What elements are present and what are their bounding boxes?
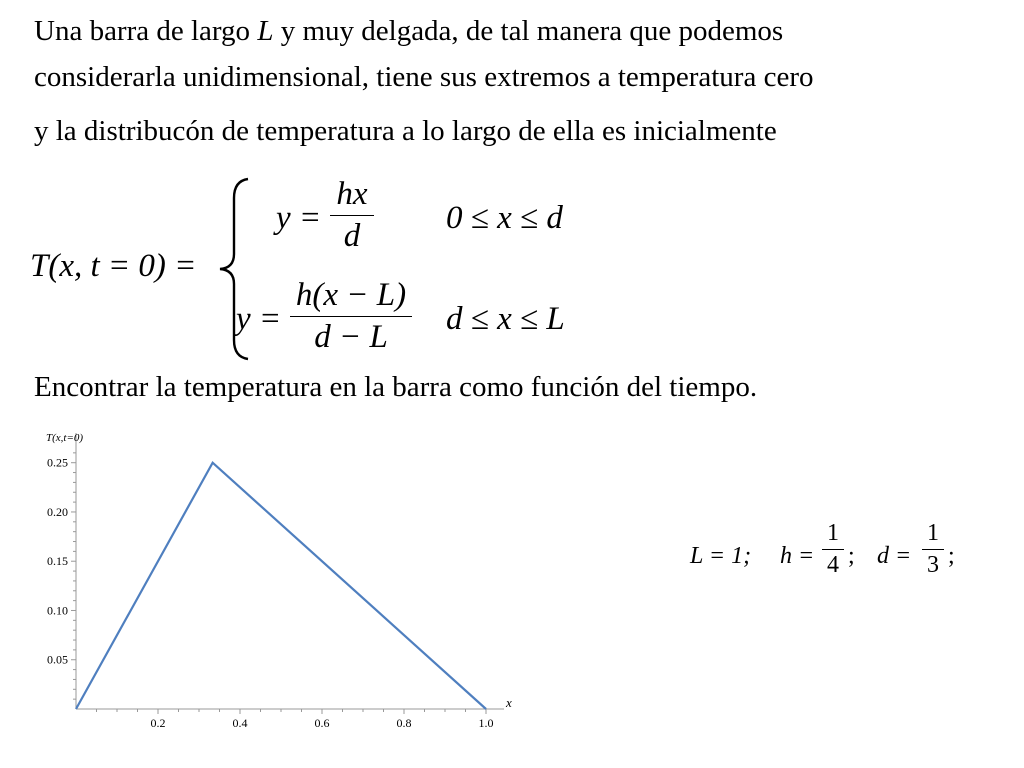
initial-temperature-chart (30, 428, 530, 740)
equation-lhs: T(x, t = 0) = (30, 248, 197, 284)
case2-fraction (290, 277, 412, 356)
variable-L: L (257, 15, 274, 47)
case1-numerator: hx (336, 176, 368, 212)
param-d-semicolon: ; (948, 543, 955, 569)
case2-condition: d ≤ x ≤ L (446, 301, 565, 337)
y-tick-label: 0.15 (47, 554, 68, 569)
param-h-lhs: h = (780, 543, 815, 569)
param-h-denominator: 4 (827, 552, 839, 578)
param-h-fraction (822, 520, 844, 579)
intro-line-3: y la distribucón de temperatura a lo largo de ella es inicialmente (34, 115, 777, 147)
case1-condition: 0 ≤ x ≤ d (446, 200, 563, 236)
case2-denominator: d − L (314, 319, 388, 355)
y-tick-label: 0.25 (47, 455, 68, 470)
param-h-semicolon: ; (848, 543, 855, 569)
param-d-lhs: d = (877, 543, 912, 569)
intro-line-1 (34, 16, 1014, 62)
x-tick-label: 0.2 (150, 716, 166, 730)
intro-text-1a: Una barra de largo (34, 15, 258, 47)
case2-numerator: h(x − L) (295, 277, 407, 313)
case1-denominator: d (343, 218, 361, 254)
case2-y: y = (236, 301, 282, 337)
x-tick-label: 0.6 (314, 716, 330, 730)
x-tick-label: 1.0 (478, 716, 494, 730)
param-d-fraction-bar (922, 549, 944, 550)
param-d-numerator: 1 (927, 520, 939, 546)
intro-text-1b: y muy delgada, de tal manera que podemos (273, 15, 784, 47)
y-tick-label: 0.10 (47, 603, 68, 618)
case1-fraction-bar (330, 215, 374, 216)
intro-paragraph (34, 16, 1014, 148)
param-d-fraction (922, 520, 944, 579)
case1-y: y = (276, 200, 322, 236)
x-tick-label: 0.8 (396, 716, 412, 730)
x-axis-label: x (506, 695, 512, 710)
param-L: L = 1; (690, 543, 752, 569)
param-d-denominator: 3 (927, 552, 939, 578)
case2-fraction-bar (290, 316, 412, 317)
intro-line-2: considerarla unidimensional, tiene sus extremos a temperatura cero (34, 61, 814, 93)
x-tick-label: 0.4 (232, 716, 248, 730)
y-axis-label: T(x,t=0) (46, 432, 84, 444)
series-line (76, 463, 486, 709)
case1-fraction (330, 176, 374, 255)
task-text: Encontrar la temperatura en la barra como función del tiempo. (34, 371, 758, 403)
y-tick-label: 0.05 (47, 652, 68, 667)
param-h-numerator: 1 (827, 520, 839, 546)
y-tick-label: 0.20 (47, 504, 68, 519)
param-h-fraction-bar (822, 549, 844, 550)
